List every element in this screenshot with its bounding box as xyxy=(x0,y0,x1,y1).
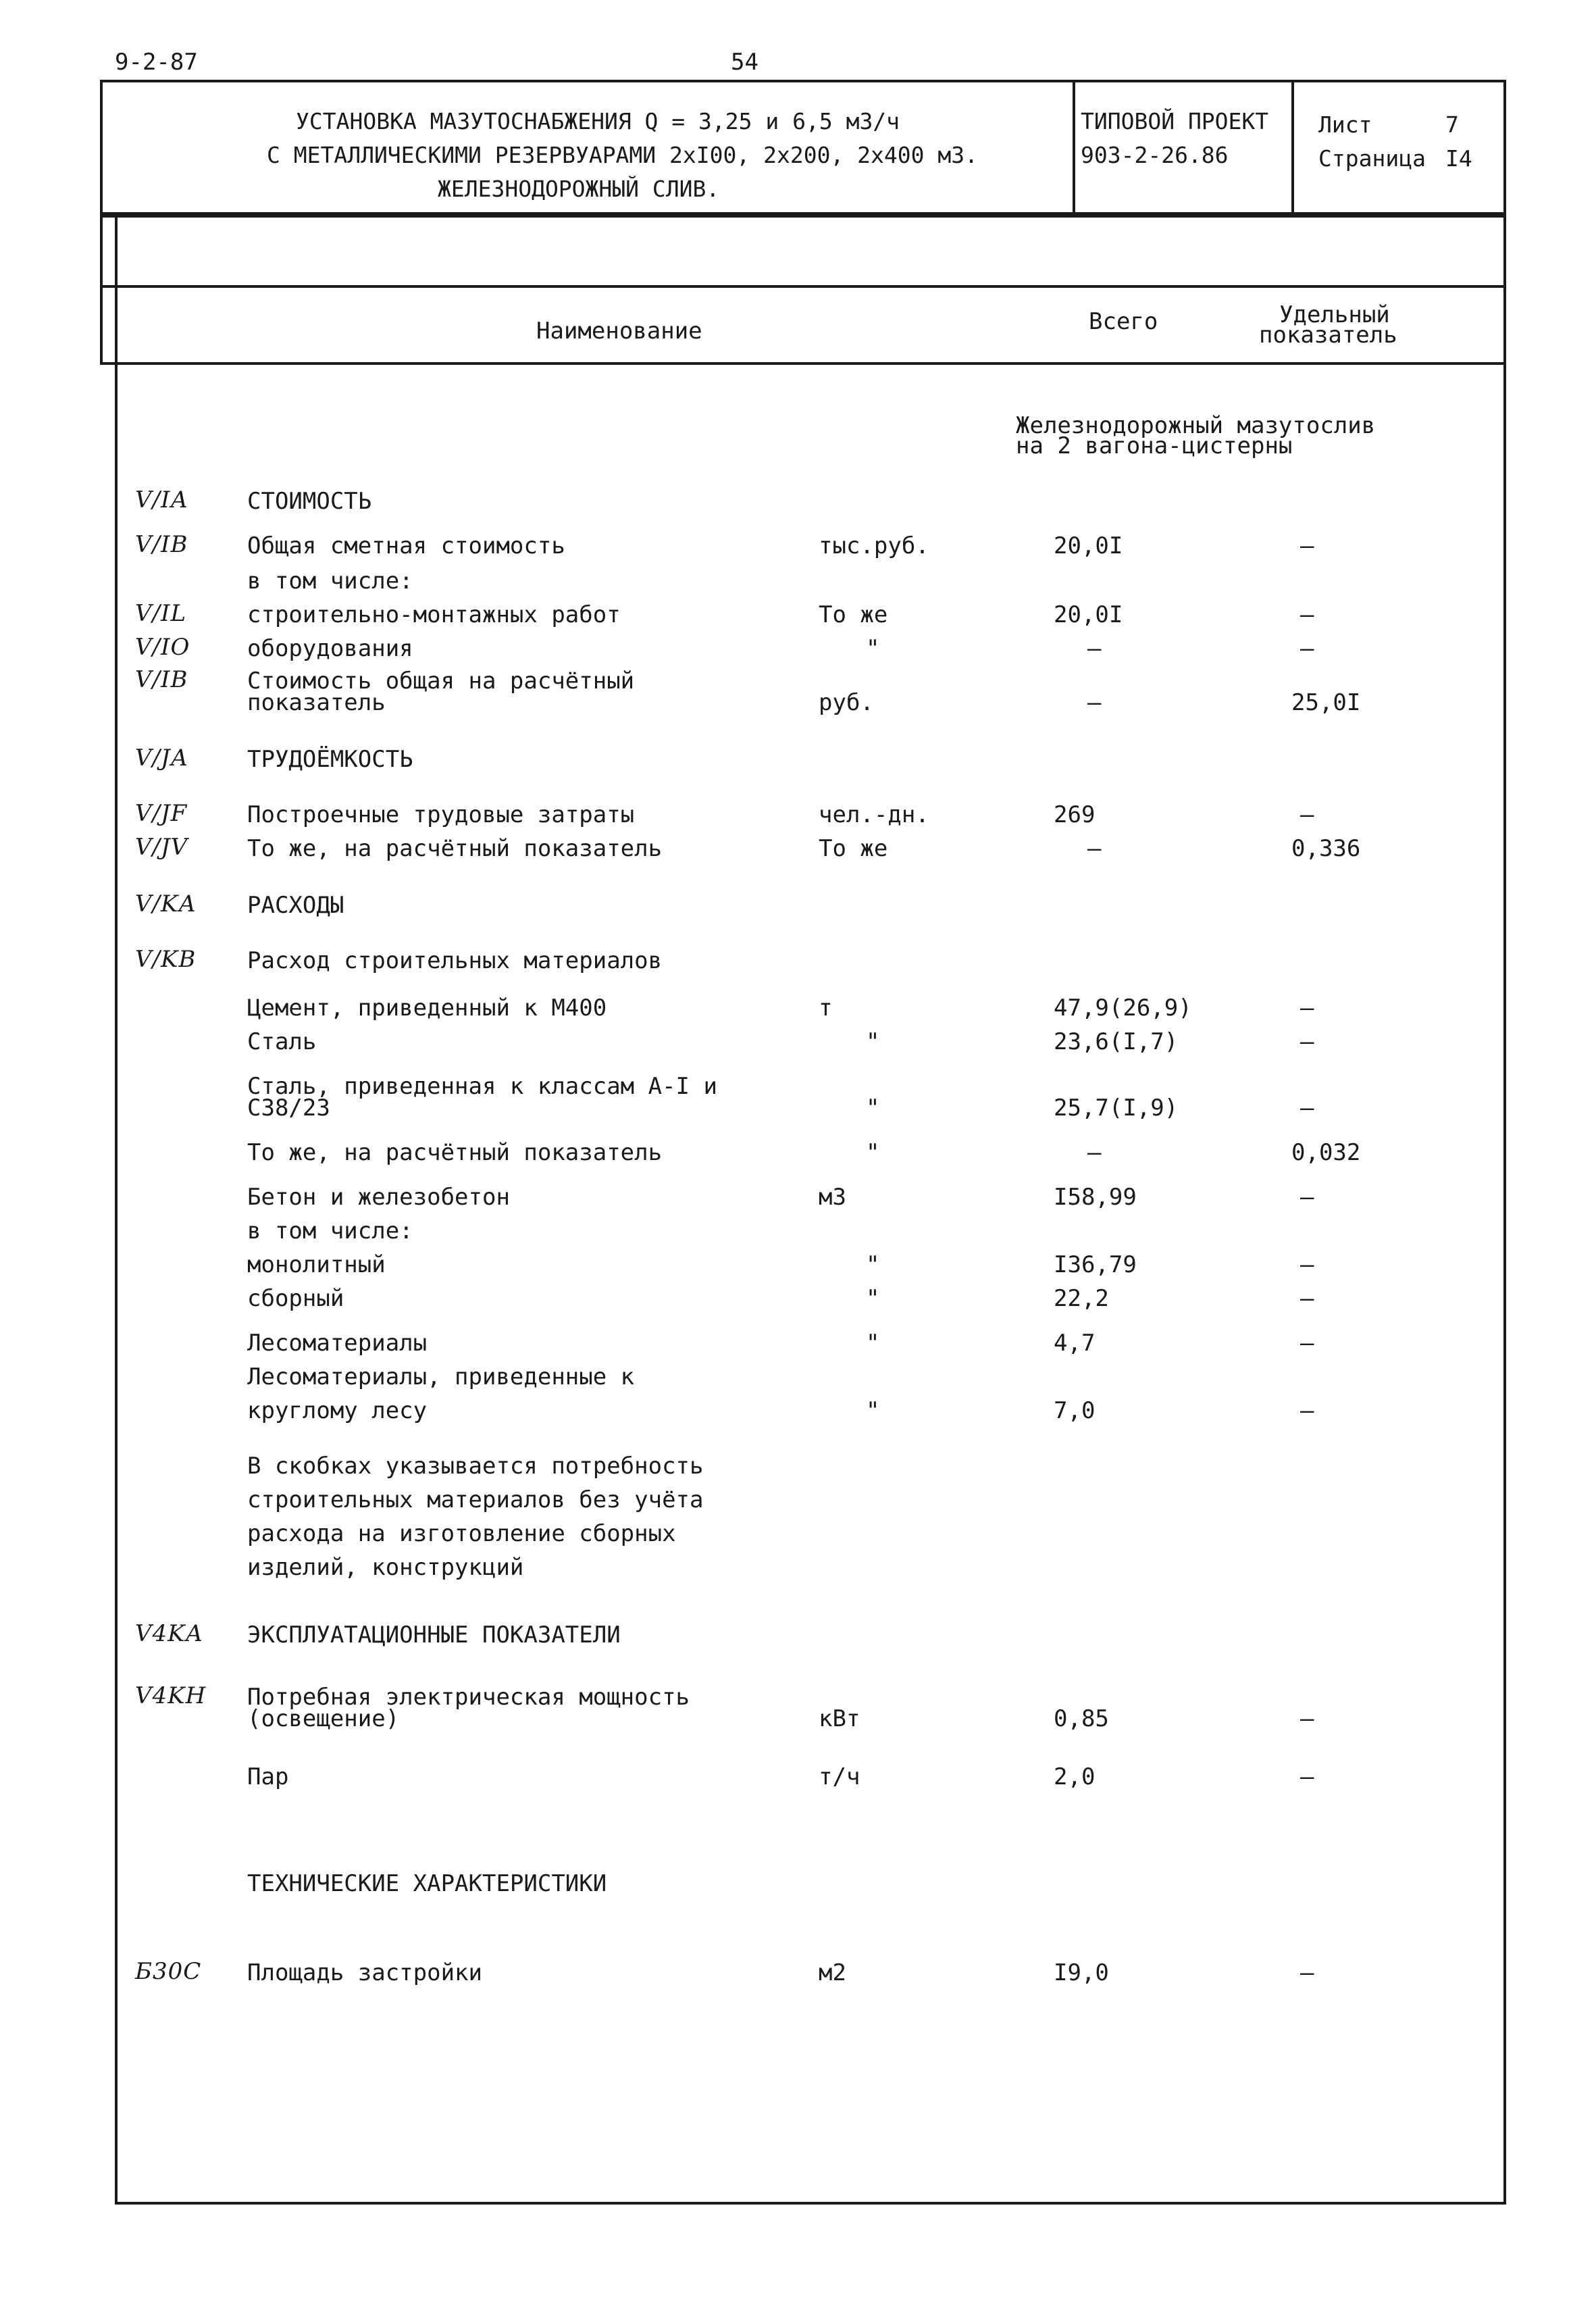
row-name: Расход строительных материалов xyxy=(247,947,663,974)
row-total: 22,2 xyxy=(1054,1285,1109,1312)
row-name: оборудования xyxy=(247,635,413,662)
row-name: Потребная электрическая мощность xyxy=(247,1684,690,1711)
row-total: 47,9(26,9) xyxy=(1054,995,1192,1022)
row-specific: – xyxy=(1300,1330,1314,1357)
row-unit: руб. xyxy=(819,689,874,716)
row-unit: м3 xyxy=(819,1184,846,1211)
row-total: – xyxy=(1087,835,1102,862)
row-specific: – xyxy=(1300,1397,1314,1424)
row-total: – xyxy=(1087,635,1102,662)
row-specific: – xyxy=(1300,601,1314,628)
row-name: Площадь застройки xyxy=(247,1959,482,1986)
row-name: СТОИМОСТЬ xyxy=(247,488,372,515)
row-specific: – xyxy=(1300,801,1314,828)
row-specific: – xyxy=(1300,1763,1314,1790)
row-total: 2,0 xyxy=(1054,1763,1096,1790)
row-name: строительно-монтажных работ xyxy=(247,601,621,628)
header-divider-1 xyxy=(1073,80,1075,215)
row-name: круглому лесу xyxy=(247,1397,428,1424)
row-total: 269 xyxy=(1054,801,1096,828)
row-total: – xyxy=(1087,689,1102,716)
row-name: С38/23 xyxy=(247,1095,330,1122)
row-name: в том числе: xyxy=(247,568,413,595)
row-name: Построечные трудовые затраты xyxy=(247,801,635,828)
left-stub-line xyxy=(100,215,103,365)
table-line-1 xyxy=(101,215,1506,218)
sheet-label: Лист xyxy=(1318,111,1372,138)
page-number: 54 xyxy=(731,49,758,76)
row-unit: т/ч xyxy=(819,1763,860,1790)
project-label: ТИПОВОЙ ПРОЕКТ xyxy=(1081,108,1269,134)
row-total: I9,0 xyxy=(1054,1959,1109,1986)
row-name: монолитный xyxy=(247,1251,386,1278)
column-specific-header-1: Удельный xyxy=(1279,301,1390,328)
row-specific: – xyxy=(1300,532,1314,559)
column-total-header: Всего xyxy=(1089,308,1158,335)
row-specific: – xyxy=(1300,1959,1314,1986)
table-line-3 xyxy=(101,362,1506,365)
row-unit: м2 xyxy=(819,1959,846,1986)
row-unit: " xyxy=(866,1330,880,1357)
row-unit: т xyxy=(819,995,833,1022)
row-total: 4,7 xyxy=(1054,1330,1096,1357)
row-unit: " xyxy=(866,1251,880,1278)
row-specific: – xyxy=(1300,995,1314,1022)
title-line-3: ЖЕЛЕЗНОДОРОЖНЫЙ СЛИВ. xyxy=(438,176,720,202)
row-code: V/IL xyxy=(135,600,187,627)
row-name: Лесоматериалы xyxy=(247,1330,428,1357)
row-specific: – xyxy=(1300,635,1314,662)
row-name: Стоимость общая на расчётный xyxy=(247,668,635,695)
row-unit: " xyxy=(866,1095,880,1122)
row-name: изделий, конструкций xyxy=(247,1554,524,1581)
row-name: показатель xyxy=(247,689,386,716)
row-name: Лесоматериалы, приведенные к xyxy=(247,1363,635,1390)
row-name: ТЕХНИЧЕСКИЕ ХАРАКТЕРИСТИКИ xyxy=(247,1870,607,1897)
row-total: 23,6(I,7) xyxy=(1054,1028,1179,1055)
row-name: То же, на расчётный показатель xyxy=(247,1139,663,1166)
row-name: То же, на расчётный показатель xyxy=(247,835,663,862)
row-code: V/JV xyxy=(135,834,188,861)
row-code: V/KА xyxy=(135,890,197,917)
row-total: 25,7(I,9) xyxy=(1054,1095,1179,1122)
row-name: РАСХОДЫ xyxy=(247,892,344,919)
row-total: – xyxy=(1087,1139,1102,1166)
object-caption-1: Железнодорожный мазутослив xyxy=(1016,412,1376,439)
row-total: 20,0I xyxy=(1054,532,1123,559)
row-name: Сталь xyxy=(247,1028,317,1055)
header-divider-2 xyxy=(1291,80,1294,215)
row-name: ЭКСПЛУАТАЦИОННЫЕ ПОКАЗАТЕЛИ xyxy=(247,1621,621,1649)
page-label: Страница xyxy=(1318,145,1426,172)
row-code: V/KВ xyxy=(135,946,197,973)
project-number: 903-2-26.86 xyxy=(1081,142,1229,168)
row-name: в том числе: xyxy=(247,1217,413,1244)
row-unit: " xyxy=(866,635,880,662)
row-code: V/IВ xyxy=(135,666,188,693)
row-unit: чел.-дн. xyxy=(819,801,929,828)
series-code: 9-2-87 xyxy=(115,49,198,76)
row-specific: – xyxy=(1300,1184,1314,1211)
row-unit: тыс.руб. xyxy=(819,532,929,559)
row-total: I36,79 xyxy=(1054,1251,1137,1278)
row-code: V4KА xyxy=(135,1620,204,1647)
column-specific-header-2: показатель xyxy=(1259,322,1397,349)
title-line-2: С МЕТАЛЛИЧЕСКИМИ РЕЗЕРВУАРАМИ 2хI00, 2х200, 2х400 м3. xyxy=(267,142,978,168)
row-specific: 0,032 xyxy=(1291,1139,1361,1166)
table-line-2 xyxy=(101,285,1506,288)
row-specific: – xyxy=(1300,1028,1314,1055)
row-total: 7,0 xyxy=(1054,1397,1096,1424)
row-unit: " xyxy=(866,1397,880,1424)
row-name: ТРУДОЁМКОСТЬ xyxy=(247,746,413,773)
title-line-1: УСТАНОВКА МАЗУТОСНАБЖЕНИЯ Q = 3,25 и 6,5 м3/ч xyxy=(296,108,900,134)
row-name: (освещение) xyxy=(247,1705,400,1732)
row-total: 0,85 xyxy=(1054,1705,1109,1732)
row-code: V/IО xyxy=(135,634,190,661)
row-code: V/JА xyxy=(135,745,189,772)
row-unit: " xyxy=(866,1028,880,1055)
row-specific: 25,0I xyxy=(1291,689,1361,716)
row-code: V/IА xyxy=(135,486,189,513)
row-unit: кВт xyxy=(819,1705,860,1732)
row-name: Бетон и железобетон xyxy=(247,1184,510,1211)
row-specific: – xyxy=(1300,1705,1314,1732)
row-name: В скобках указывается потребность xyxy=(247,1453,704,1480)
row-specific: – xyxy=(1300,1251,1314,1278)
row-code: V/IВ xyxy=(135,531,188,558)
row-name: Сталь, приведенная к классам А-I и xyxy=(247,1073,717,1100)
row-name: Пар xyxy=(247,1763,289,1790)
row-name: Цемент, приведенный к М400 xyxy=(247,995,607,1022)
column-name-header: Наименование xyxy=(536,318,702,345)
row-code: Б30С xyxy=(135,1958,202,1985)
page-value: I4 xyxy=(1445,145,1472,172)
sheet-value: 7 xyxy=(1445,111,1459,138)
row-name: строительных материалов без учёта xyxy=(247,1486,704,1513)
row-total: I58,99 xyxy=(1054,1184,1137,1211)
row-specific: 0,336 xyxy=(1291,835,1361,862)
row-unit: " xyxy=(866,1139,880,1166)
row-unit: " xyxy=(866,1285,880,1312)
object-caption-2: на 2 вагона-цистерны xyxy=(1016,432,1293,459)
row-unit: То же xyxy=(819,835,888,862)
row-specific: – xyxy=(1300,1095,1314,1122)
row-specific: – xyxy=(1300,1285,1314,1312)
row-code: V4KН xyxy=(135,1682,207,1709)
row-name: Общая сметная стоимость xyxy=(247,532,565,559)
row-code: V/JF xyxy=(135,800,188,827)
row-name: сборный xyxy=(247,1285,344,1312)
row-unit: То же xyxy=(819,601,888,628)
row-name: расхода на изготовление сборных xyxy=(247,1520,676,1547)
row-total: 20,0I xyxy=(1054,601,1123,628)
